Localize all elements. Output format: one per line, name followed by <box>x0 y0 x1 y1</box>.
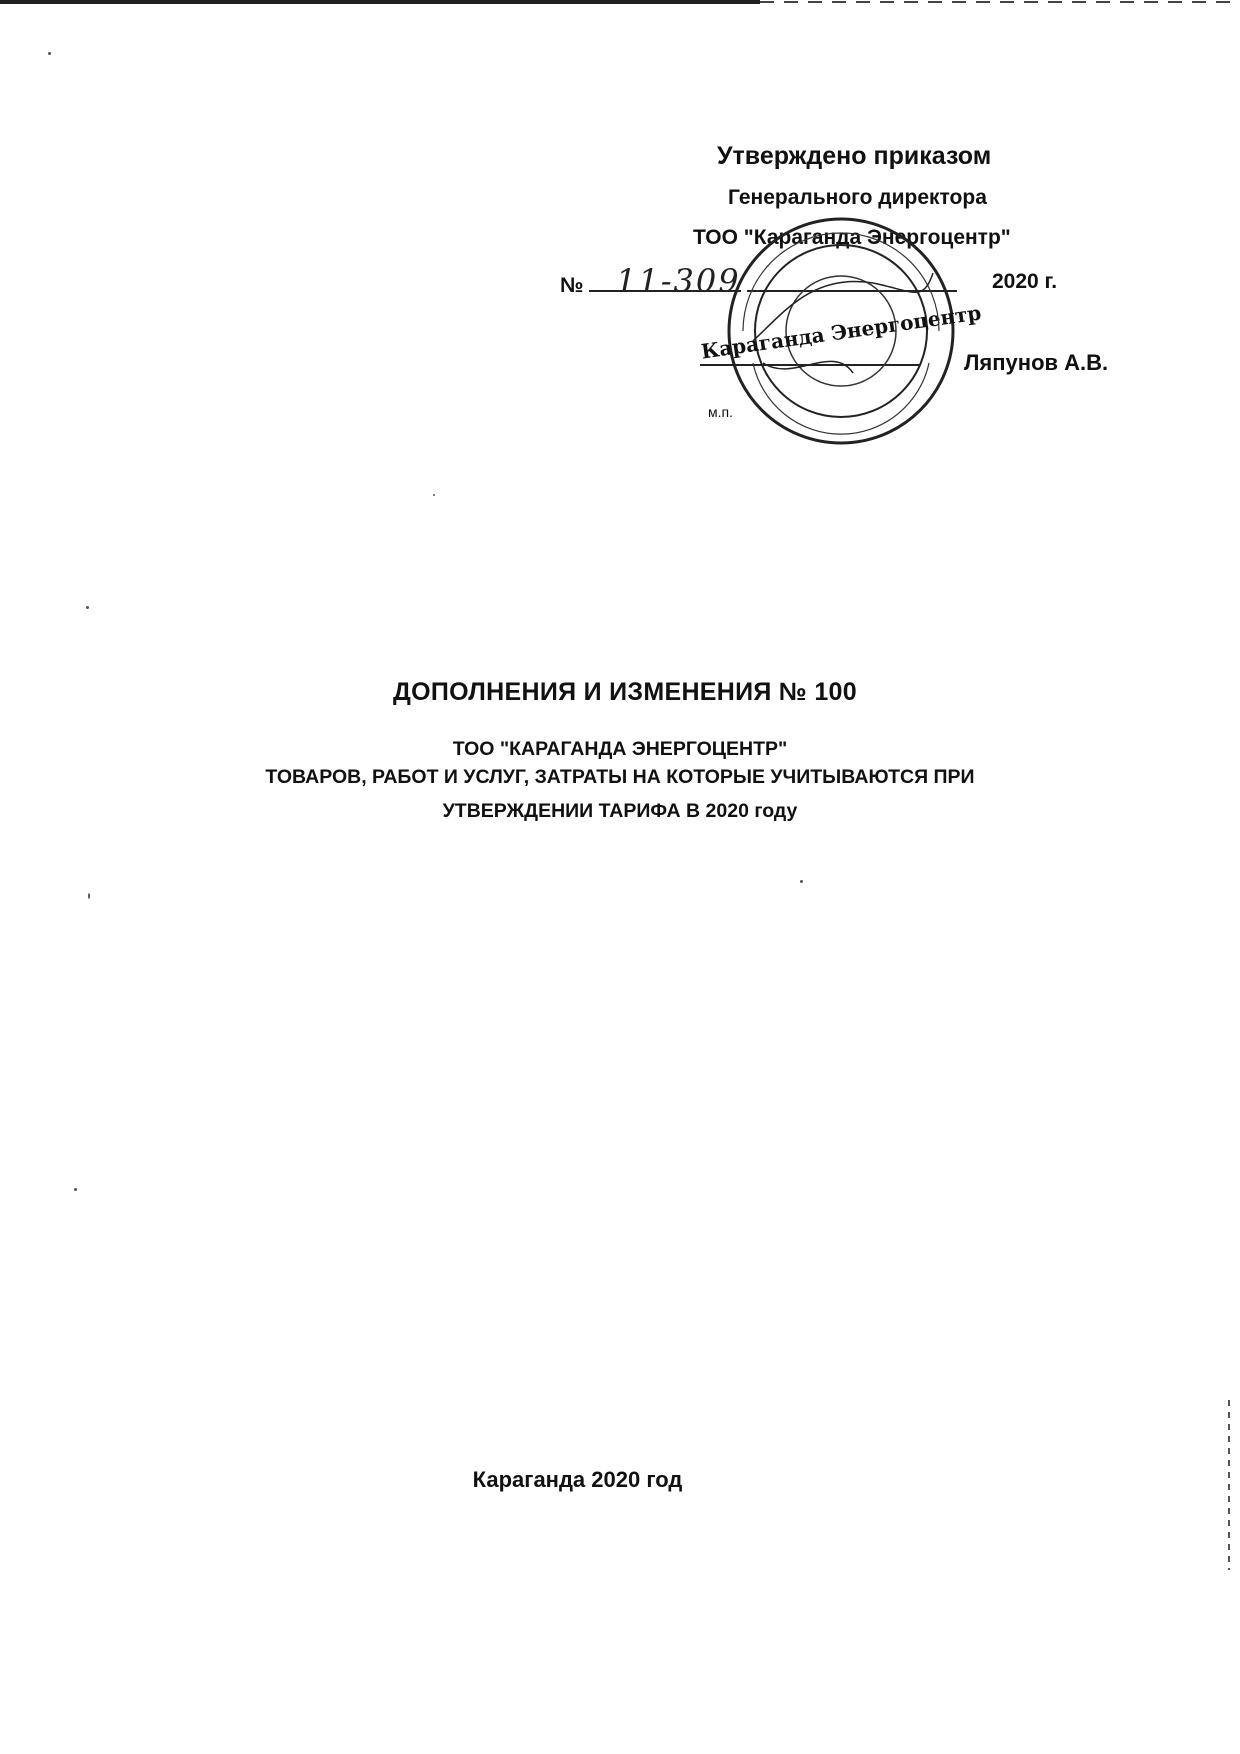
number-sign: № <box>560 274 584 297</box>
place-and-year: Караганда 2020 год <box>472 1467 683 1492</box>
scan-speck <box>48 52 51 55</box>
document-subtitle-line2: ТОВАРОВ, РАБОТ И УСЛУГ, ЗАТРАТЫ НА КОТОРЫЕ УЧИТЫВАЮТСЯ ПРИ <box>265 766 975 788</box>
scan-speck <box>800 880 803 883</box>
document-title: ДОПОЛНЕНИЯ И ИЗМЕНЕНИЯ № 100 <box>393 678 857 706</box>
approval-organization: ТОО "Караганда Энергоцентр" <box>693 226 1011 249</box>
scan-speck <box>74 1188 77 1191</box>
seal-place-label: м.п. <box>708 404 733 420</box>
scan-speck <box>86 606 89 609</box>
approval-position: Генерального директора <box>728 186 987 209</box>
document-subtitle-line3: УТВЕРЖДЕНИИ ТАРИФА В 2020 году <box>442 800 798 822</box>
approval-year: 2020 г. <box>992 270 1058 293</box>
approval-title: Утверждено приказом <box>717 142 992 170</box>
signer-name: Ляпунов А.В. <box>964 350 1109 375</box>
scan-edge-right <box>1228 1400 1230 1570</box>
scan-edge-top-dashed <box>760 1 1240 3</box>
scan-speck <box>433 494 435 496</box>
scan-edge-top <box>0 0 760 4</box>
handwritten-order-number: 11-309 <box>616 262 741 300</box>
scan-speck <box>88 893 90 899</box>
document-subtitle-org: ТОО "КАРАГАНДА ЭНЕРГОЦЕНТР" <box>452 738 788 760</box>
stamp-center-text: Караганда Энергоцентр <box>699 300 983 364</box>
